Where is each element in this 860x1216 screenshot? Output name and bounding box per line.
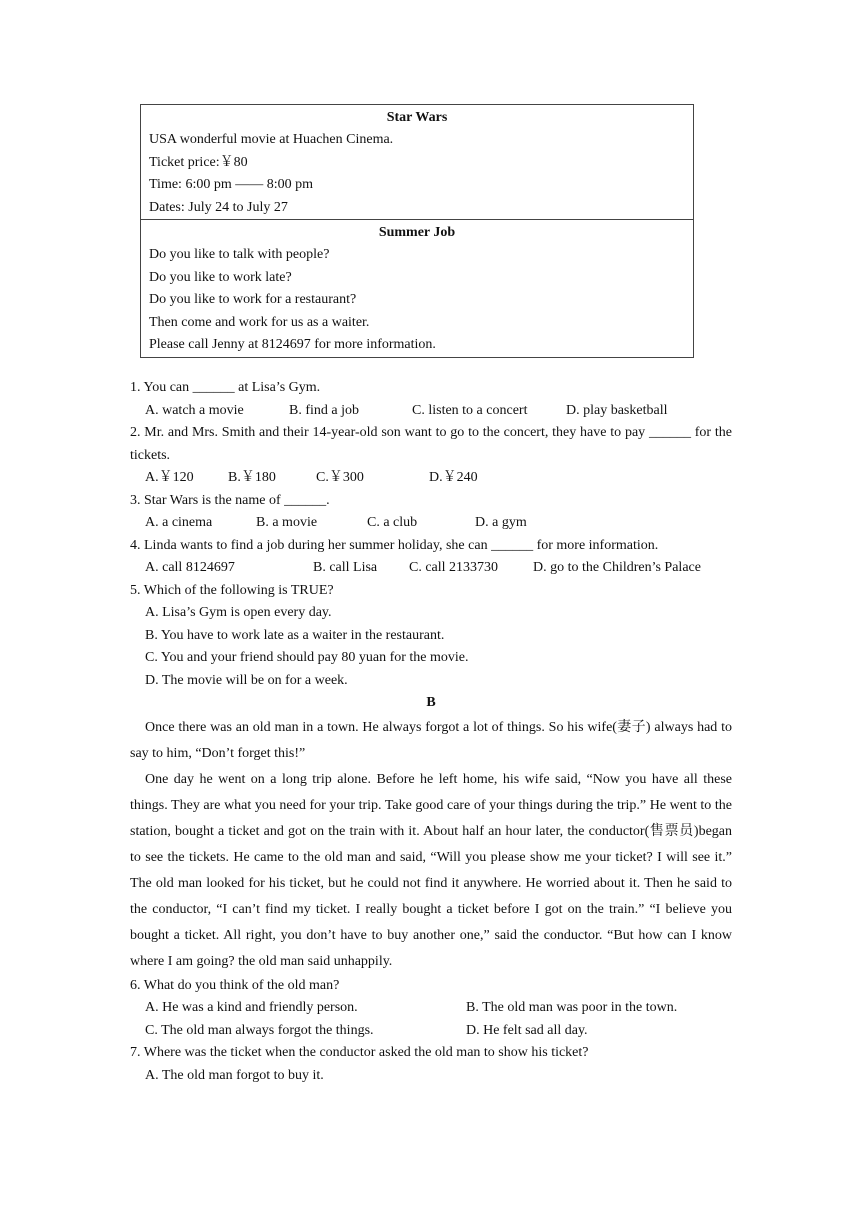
question-1: 1. You can ______ at Lisa’s Gym.: [130, 380, 321, 395]
ad-line: Then come and work for us as a waiter.: [149, 314, 370, 330]
ad-title: Star Wars: [386, 110, 448, 125]
option: B. find a job: [289, 402, 359, 418]
option: C. call 2133730: [409, 560, 499, 575]
ad-line: Please call Jenny at 8124697 for more information.: [149, 337, 436, 352]
ad-summer-job: [141, 220, 694, 358]
ad-line: Dates: July 24 to July 27: [149, 199, 288, 215]
option: A. call 8124697: [145, 560, 235, 575]
ad-star-wars: [141, 105, 694, 220]
option: B.￥180: [228, 470, 276, 485]
option: A. He was a kind and friendly person.: [145, 1000, 358, 1015]
question-3-options: [130, 512, 732, 535]
option: C.￥300: [316, 470, 364, 485]
passage-paragraph: One day he went on a long trip alone. Before he left home, his wife said, “Now you have all these things. They are what you need for your trip. Take good care of your things during the trip.” He went to the station, bought a ticket and got on the train with it. About half an hour later, the conductor(售票员)began to see the tickets. He came to the old man and said, “Will you please show me your ticket? I will see it.” The old man looked for his ticket, but he could not find it anywhere. He worried about it. Then he said to the conductor, “I can’t find my ticket. I really bought a ticket before I got on the train.” “I believe you bought a ticket. All right, you don’t have to buy another one,” said the conductor. “But how can I know where I am going? the old man said unhappily.: [130, 771, 732, 969]
question-7-options: [130, 1065, 732, 1088]
option: C. You and your friend should pay 80 yuan for the movie.: [145, 650, 469, 665]
question-4-options: [130, 557, 732, 580]
ad-line: Do you like to work late?: [149, 269, 292, 285]
option: A. a cinema: [145, 515, 213, 530]
questions: [130, 377, 732, 1087]
ads-table: [140, 104, 694, 358]
section-heading: B: [426, 695, 436, 710]
passage-paragraph: Once there was an old man in a town. He always forgot a lot of things. So his wife(妻子) always had to say to him, “Don’t forget this!”: [130, 719, 732, 761]
question-6-options-row: [130, 997, 732, 1020]
option: B. You have to work late as a waiter in the restaurant.: [145, 627, 445, 643]
ad-line: Time: 6:00 pm —— 8:00 pm: [149, 177, 314, 192]
question-7: 7. Where was the ticket when the conductor asked the old man to show his ticket?: [130, 1045, 589, 1060]
ad-line: Do you like to talk with people?: [149, 247, 330, 262]
question-4: 4. Linda wants to find a job during her summer holiday, she can ______ for more information.: [130, 537, 659, 553]
option: B. The old man was poor in the town.: [466, 1000, 678, 1015]
question-5: 5. Which of the following is TRUE?: [130, 582, 334, 598]
question-2-options: [130, 467, 732, 490]
option: A. Lisa’s Gym is open every day.: [145, 605, 332, 620]
question-1-options: [130, 400, 732, 423]
option: A. watch a movie: [145, 402, 244, 418]
ad-line: USA wonderful movie at Huachen Cinema.: [149, 132, 394, 147]
question-2: 2. Mr. and Mrs. Smith and their 14-year-old son want to go to the concert, they have to pay ______ for the tickets.: [130, 425, 732, 463]
ad-line: Do you like to work for a restaurant?: [149, 292, 357, 307]
option: D. He felt sad all day.: [466, 1022, 588, 1038]
option: D. play basketball: [566, 402, 668, 418]
option: C. The old man always forgot the things.: [145, 1022, 374, 1038]
option: C. a club: [367, 515, 418, 530]
option: A. The old man forgot to buy it.: [145, 1067, 324, 1083]
option: D. The movie will be on for a week.: [145, 672, 348, 688]
question-6: 6. What do you think of the old man?: [130, 977, 340, 993]
question-3: 3. Star Wars is the name of ______.: [130, 492, 330, 508]
option: D.￥240: [429, 470, 478, 485]
option: C. listen to a concert: [412, 402, 528, 418]
option: D. go to the Children’s Palace: [533, 560, 701, 575]
option: A.￥120: [145, 470, 194, 485]
ad-line: Ticket price:￥80: [149, 154, 248, 170]
question-6-options-row: [130, 1020, 732, 1043]
option: B. a movie: [256, 515, 318, 530]
option: B. call Lisa: [313, 560, 378, 575]
ad-title: Summer Job: [378, 225, 456, 240]
option: D. a gym: [475, 515, 527, 530]
question-5-options: [130, 602, 732, 692]
